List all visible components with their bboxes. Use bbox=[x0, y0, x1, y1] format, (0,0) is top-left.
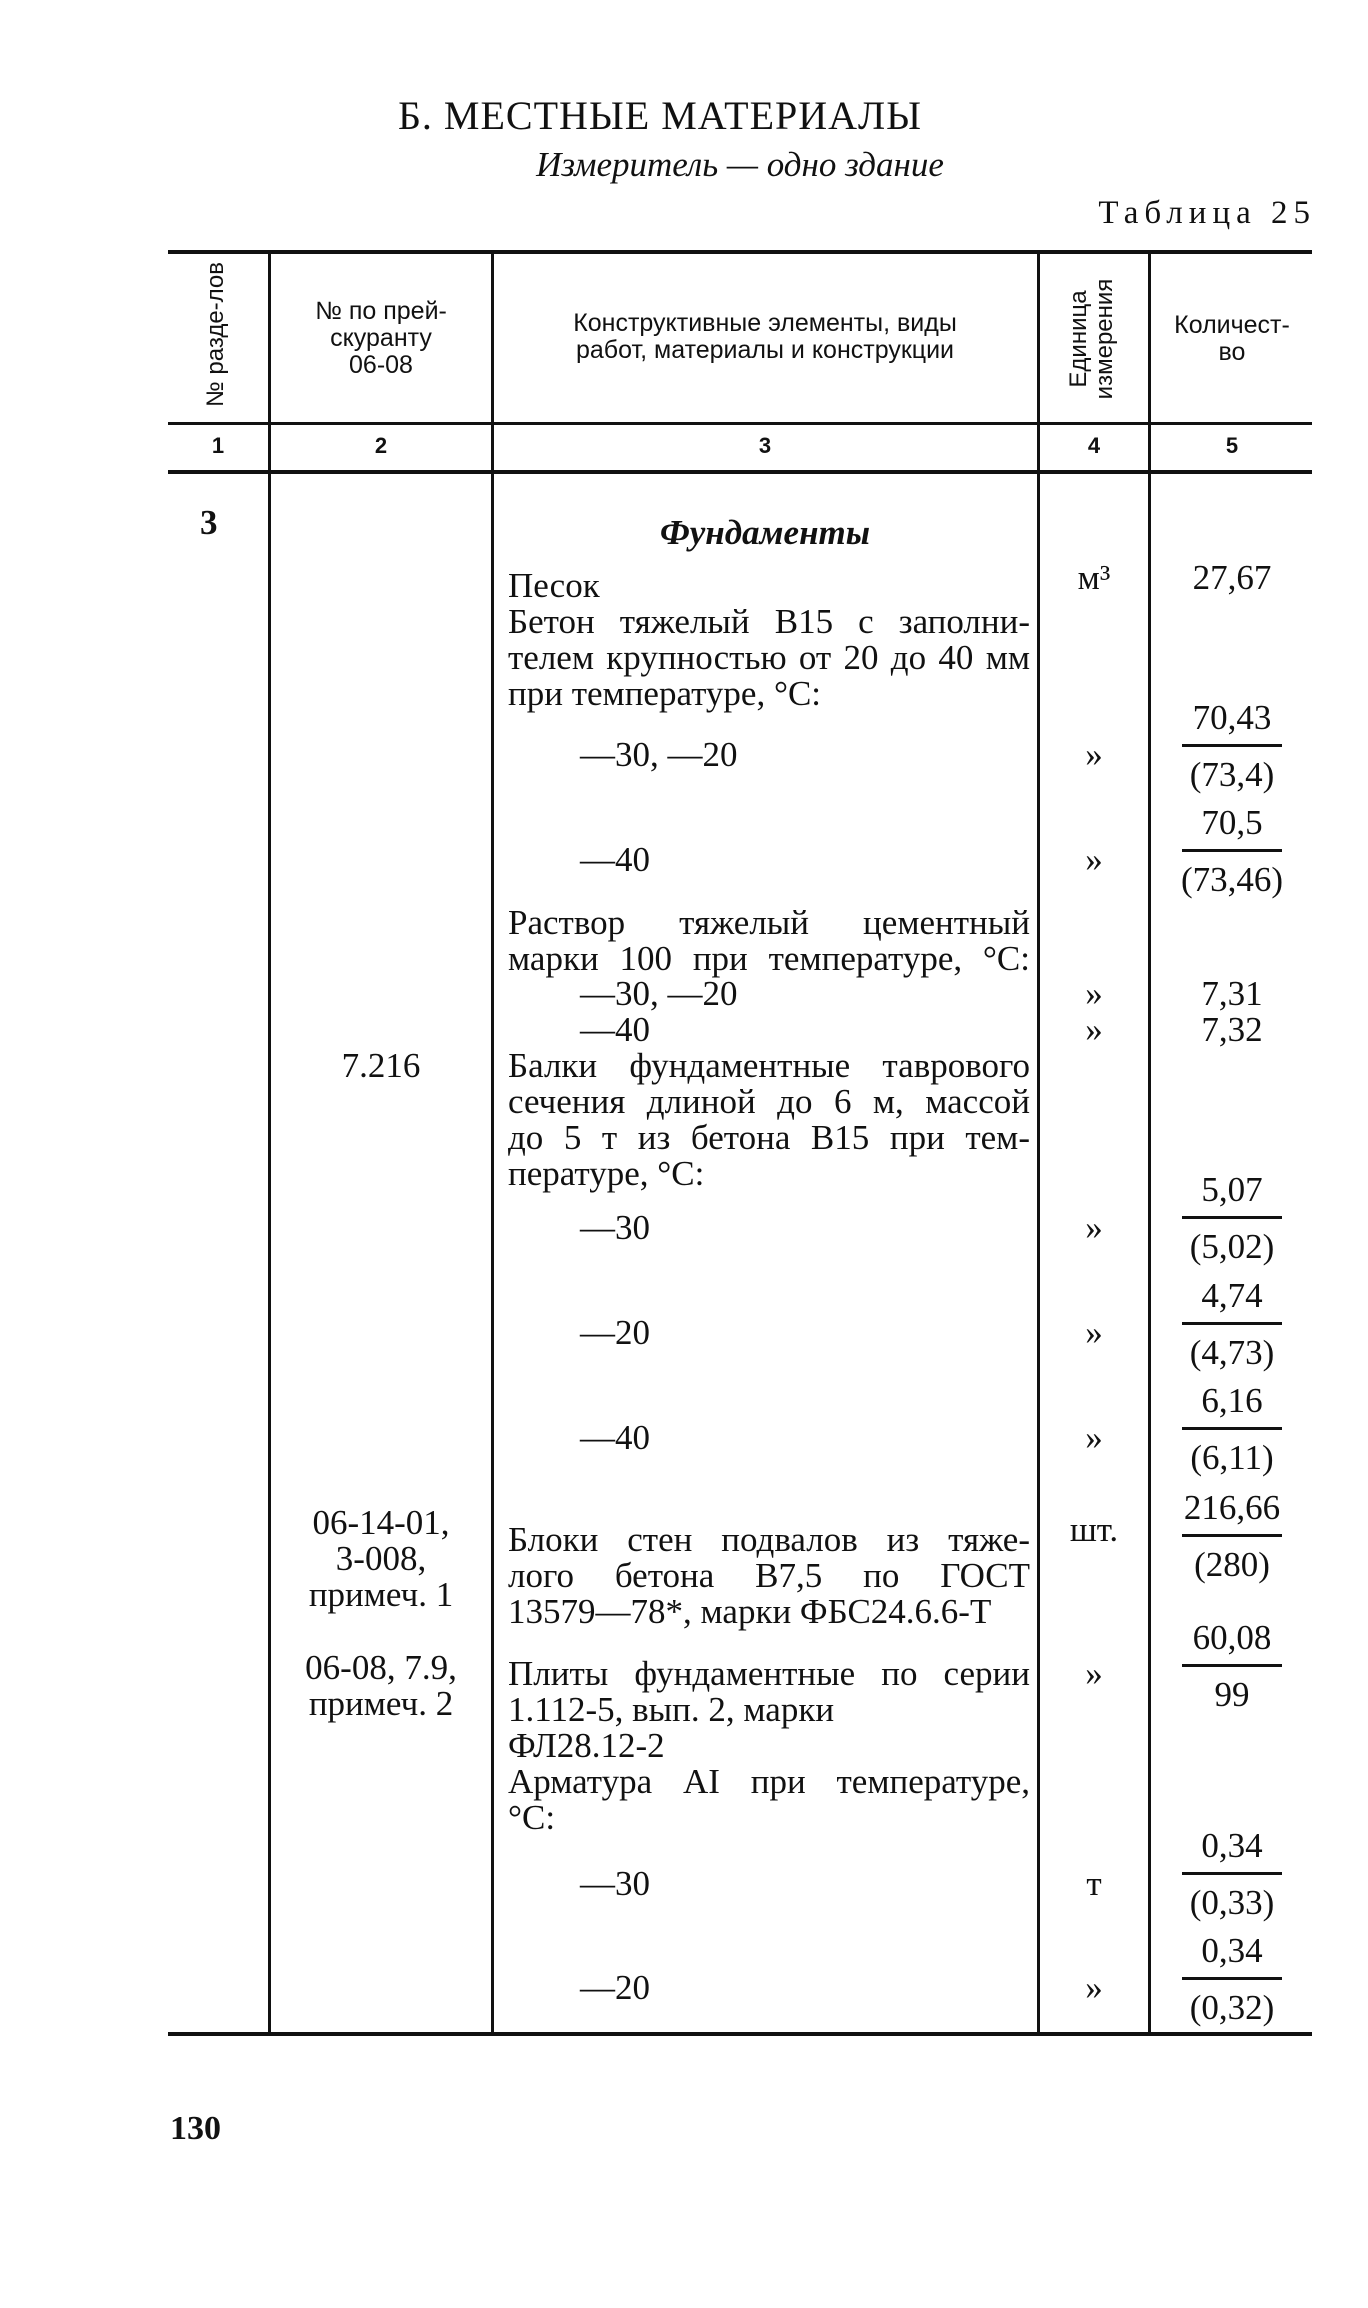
section-heading: Фундаменты bbox=[659, 513, 871, 552]
item-slabs-l2: 1.112-5, вып. 2, марки bbox=[508, 1690, 835, 1729]
qty-beams-2: $\frac{4,74}{(4,73)}$ bbox=[1152, 1278, 1312, 1371]
unit-mortar-1: » bbox=[1085, 974, 1103, 1013]
item-concrete: Бетон тяжелый В15 с заполни- телем крупностью от 20 до 40 мм bbox=[508, 602, 1030, 677]
rebar-temp-1: —30 bbox=[580, 1864, 650, 1903]
item-slabs-l3: ФЛ28.12-2 bbox=[508, 1726, 665, 1765]
table-label: Таблица 25 bbox=[1098, 195, 1316, 231]
colnum-bottom-rule bbox=[168, 470, 1312, 474]
qty-beams-3: $\frac{6,16}{(6,11)}$ bbox=[1152, 1383, 1312, 1476]
qty-rebar-1: $\frac{0,34}{(0,33)}$ bbox=[1152, 1828, 1312, 1921]
item-rebar-l2: °С: bbox=[508, 1798, 556, 1837]
item-concrete-l3: при температуре, °С: bbox=[508, 674, 822, 713]
page-title: Б. МЕСТНЫЕ МАТЕРИАЛЫ bbox=[397, 93, 923, 138]
page-number: 130 bbox=[170, 2110, 221, 2147]
col-divider-2 bbox=[491, 254, 494, 2032]
beams-temp-3: —40 bbox=[580, 1418, 650, 1457]
unit-slabs: » bbox=[1085, 1654, 1103, 1693]
header-bottom-rule bbox=[168, 422, 1312, 425]
unit-rebar-1: т bbox=[1086, 1864, 1102, 1903]
unit-blocks: шт. bbox=[1069, 1510, 1119, 1549]
col-number-1: 1 bbox=[211, 433, 225, 458]
mortar-temp-1: —30, —20 bbox=[580, 974, 738, 1013]
col-number-5: 5 bbox=[1225, 433, 1239, 458]
unit-beams-1: » bbox=[1085, 1208, 1103, 1247]
beams-temp-1: —30 bbox=[580, 1208, 650, 1247]
col-divider-1 bbox=[268, 254, 271, 2032]
qty-rebar-2: $\frac{0,34}{(0,32)}$ bbox=[1152, 1933, 1312, 2026]
mortar-temp-2: —40 bbox=[580, 1010, 650, 1049]
unit-concrete-1: » bbox=[1085, 735, 1103, 774]
code-slabs: 06-08, 7.9, примеч. 2 bbox=[305, 1648, 457, 1723]
item-beams: Балки фундаментные таврового сечения длиной до 6 м, массой до 5 т из бетона В15 при тем- bbox=[508, 1046, 1030, 1157]
item-mortar: Раствор тяжелый цементный марки 100 при температуре, °С: bbox=[508, 903, 1030, 978]
qty-concrete-1: $\frac{70,43}{(73,4)}$ bbox=[1152, 700, 1312, 793]
table-bottom-rule bbox=[168, 2032, 1312, 2036]
col-header-unit: Единица измерения bbox=[1065, 278, 1118, 400]
section-number: 3 bbox=[200, 503, 218, 542]
item-blocks: Блоки стен подвалов из тяже- лого бетона В7,5 по ГОСТ bbox=[508, 1520, 1030, 1595]
qty-beams-1: $\frac{5,07}{(5,02)}$ bbox=[1152, 1172, 1312, 1265]
unit-sand: м³ bbox=[1077, 558, 1111, 597]
item-rebar: Арматура АI при температуре, bbox=[508, 1762, 1030, 1801]
unit-rebar-2: » bbox=[1085, 1968, 1103, 2007]
col-divider-4 bbox=[1148, 254, 1151, 2032]
unit-beams-2: » bbox=[1085, 1313, 1103, 1352]
col-number-2: 2 bbox=[374, 433, 388, 458]
col-header-elements: Конструктивные элементы, виды работ, материалы и конструкции bbox=[573, 309, 957, 364]
qty-sand: 27,67 bbox=[1192, 558, 1272, 597]
code-beams: 7.216 bbox=[341, 1046, 421, 1085]
item-slabs: Плиты фундаментные по серии bbox=[508, 1654, 1030, 1693]
qty-mortar-1: 7,31 bbox=[1201, 974, 1263, 1013]
table-top-rule bbox=[168, 250, 1312, 254]
col-number-3: 3 bbox=[758, 433, 772, 458]
col-number-4: 4 bbox=[1087, 433, 1101, 458]
qty-blocks: $\frac{216,66}{(280)}$ bbox=[1183, 1488, 1281, 1584]
qty-concrete-2: $\frac{70,5}{(73,46)}$ bbox=[1180, 803, 1284, 899]
page-subtitle: Измеритель — одно здание bbox=[536, 145, 944, 184]
col-header-quantity: Количест- во bbox=[1174, 311, 1290, 366]
unit-mortar-2: » bbox=[1085, 1010, 1103, 1049]
item-beams-l4: пературе, °С: bbox=[508, 1154, 705, 1193]
qty-slabs: $\frac{60,08}{99}$ bbox=[1152, 1620, 1312, 1713]
col-divider-3 bbox=[1037, 254, 1040, 2032]
unit-beams-3: » bbox=[1085, 1418, 1103, 1457]
rebar-temp-2: —20 bbox=[580, 1968, 650, 2007]
col-header-pricelist: № по прей- скуранту 06-08 bbox=[315, 297, 447, 379]
concrete-temp-1: —30, —20 bbox=[580, 735, 738, 774]
concrete-temp-2: —40 bbox=[580, 840, 650, 879]
code-blocks: 06-14-01, 3-008, примеч. 1 bbox=[308, 1503, 454, 1614]
col-header-section: № разде-лов bbox=[202, 261, 229, 407]
item-sand: Песок bbox=[508, 566, 600, 605]
qty-mortar-2: 7,32 bbox=[1201, 1010, 1263, 1049]
item-blocks-l3: 13579—78*, марки ФБС24.6.6-Т bbox=[508, 1592, 992, 1631]
unit-concrete-2: » bbox=[1085, 840, 1103, 879]
beams-temp-2: —20 bbox=[580, 1313, 650, 1352]
